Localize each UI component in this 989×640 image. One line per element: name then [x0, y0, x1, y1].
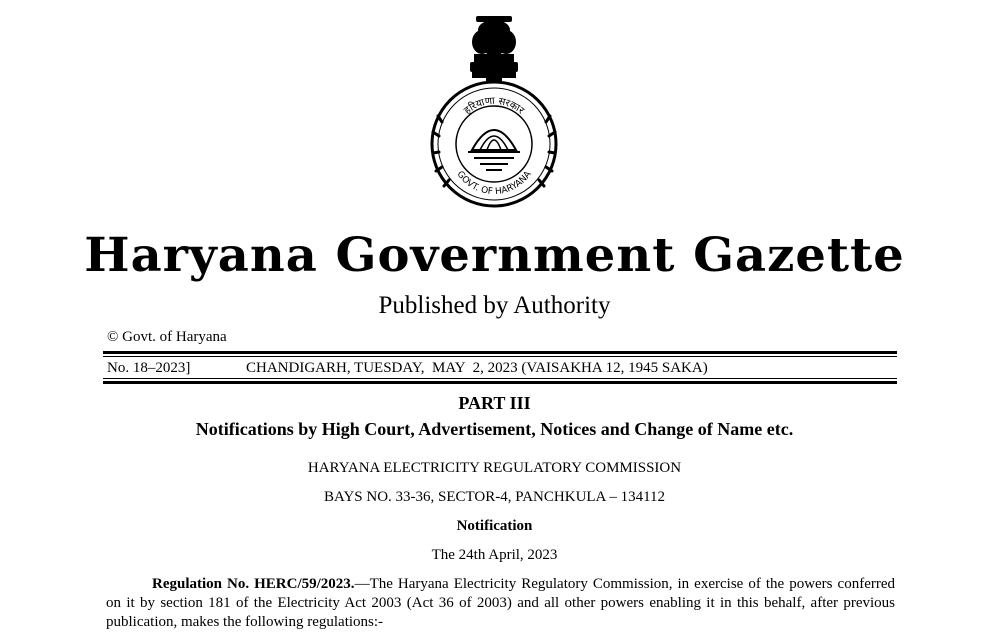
notification-heading: Notification	[456, 518, 533, 534]
notification-date: The 24th April, 2023	[431, 547, 558, 563]
header-rule-thick	[103, 351, 897, 354]
issuing-authority: HARYANA ELECTRICITY REGULATORY COMMISSION	[307, 460, 682, 476]
part-subheading: Notifications by High Court, Advertisement, Notices and Change of Name etc.	[195, 419, 794, 439]
issue-dateline: CHANDIGARH, TUESDAY, MAY 2, 2023 (VAISAKHA 12, 1945 SAKA)	[246, 360, 708, 376]
issuer-address: BAYS NO. 33-36, SECTOR-4, PANCHKULA – 134112	[323, 489, 666, 505]
masthead-subtitle: Published by Authority	[378, 292, 611, 319]
lotus-sun-icon	[468, 130, 520, 170]
copyright-notice: © Govt. of Haryana	[107, 329, 227, 345]
gazette-masthead-title: Haryana Government Gazette	[84, 228, 905, 283]
haryana-emblem	[420, 12, 568, 212]
notification-body-text: —The Haryana Electricity Regulatory Commission, in exercise of the powers conferred on it by section 181 of the Electricity Act 2003 (Act 36 of 2003) and all other powers enabling it in this behalf, after previous publication, makes the following regulations:-	[106, 576, 895, 630]
regulation-number: Regulation No. HERC/59/2023.	[152, 576, 355, 592]
header-rule-thick-bottom	[103, 381, 897, 384]
svg-text:GOVT. OF HARYANA: GOVT. OF HARYANA	[454, 169, 534, 198]
lion-capital-icon	[470, 16, 518, 82]
header-rule-thin-bottom	[103, 378, 897, 379]
notification-body	[106, 575, 895, 632]
header-rule-thin	[103, 356, 897, 357]
part-heading: PART III	[458, 393, 531, 413]
svg-text:हरियाणा सरकार: हरियाणा सरकार	[462, 95, 526, 117]
issue-number: No. 18–2023]	[107, 360, 191, 376]
